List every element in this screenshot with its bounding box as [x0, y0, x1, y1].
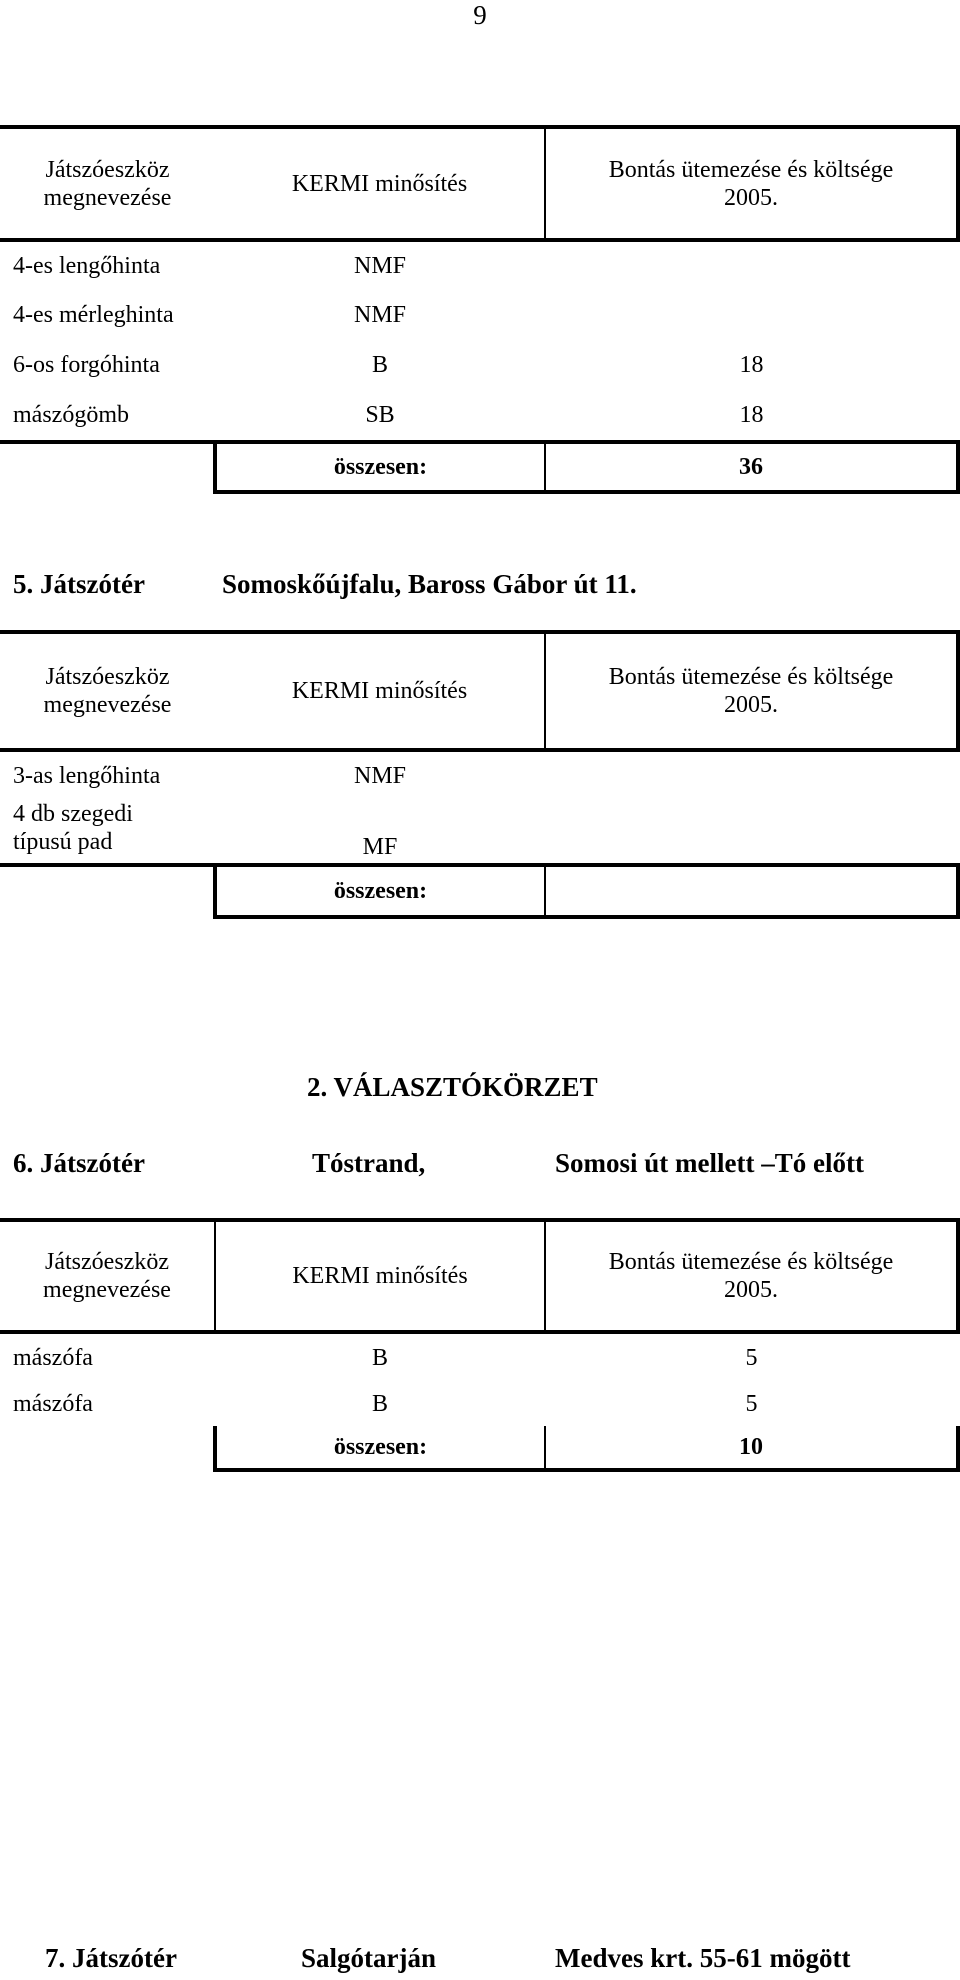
section-7-location-name: Salgótarján — [301, 1943, 436, 1973]
playground-equipment-table-3 — [0, 1218, 960, 1472]
table-header-row — [0, 632, 958, 750]
header-demolition-cost: Bontás ütemezése és költsége 2005. — [545, 127, 958, 240]
section-6-number: 6. Játszótér — [13, 1148, 145, 1178]
total-value: 36 — [545, 442, 958, 492]
section-7-number: 7. Játszótér — [45, 1943, 177, 1973]
district-heading: 2. VÁLASZTÓKÖRZET — [307, 1072, 598, 1102]
table-row: 3-as lengőhinta NMF — [13, 763, 407, 789]
header-kermi-rating: KERMI minősítés — [215, 127, 545, 240]
table-row: 6-os forgóhinta B 18 — [13, 352, 764, 378]
table-total-row — [0, 1426, 958, 1470]
table-row: mászógömb SB 18 — [0, 390, 958, 442]
total-value — [545, 865, 958, 917]
section-7-location-address: Medves krt. 55-61 mögött — [555, 1943, 851, 1973]
total-label: összesen: — [215, 865, 545, 917]
table-total-row — [0, 865, 958, 917]
table-header-row — [0, 1220, 958, 1332]
table-row: 4-es mérleghinta NMF — [13, 302, 407, 328]
header-equipment-name: Játszóeszköz megnevezése — [0, 127, 215, 240]
header-demolition-cost: Bontás ütemezése és költsége 2005. — [545, 1220, 958, 1332]
section-5-number: 5. Játszótér — [13, 569, 145, 599]
playground-equipment-table-1 — [0, 125, 960, 494]
total-label: összesen: — [215, 1426, 545, 1470]
header-demolition-cost: Bontás ütemezése és költsége 2005. — [545, 632, 958, 750]
header-kermi-rating: KERMI minősítés — [215, 632, 545, 750]
table-row: 4 db szegedi típusú pad MF — [0, 800, 958, 865]
total-label: összesen: — [215, 442, 545, 492]
section-5-location: Somoskőújfalu, Baross Gábor út 11. — [222, 569, 637, 599]
table-row: 4-es lengőhinta NMF — [13, 253, 407, 279]
table-header-row — [0, 127, 958, 240]
table-total-row — [0, 442, 958, 492]
section-6-location-address: Somosi út mellett –Tó előtt — [555, 1148, 864, 1178]
page-number: 9 — [473, 0, 487, 30]
total-value: 10 — [545, 1426, 958, 1470]
header-kermi-rating: KERMI minősítés — [215, 1220, 545, 1332]
table-row: mászófa B 5 — [13, 1391, 758, 1417]
table-row: mászófa B 5 — [13, 1345, 758, 1371]
section-6-location-name: Tóstrand, — [312, 1148, 426, 1178]
playground-equipment-table-2 — [0, 630, 960, 919]
header-equipment-name: Játszóeszköz megnevezése — [0, 632, 215, 750]
header-equipment-name: Játszóeszköz megnevezése — [0, 1220, 215, 1332]
